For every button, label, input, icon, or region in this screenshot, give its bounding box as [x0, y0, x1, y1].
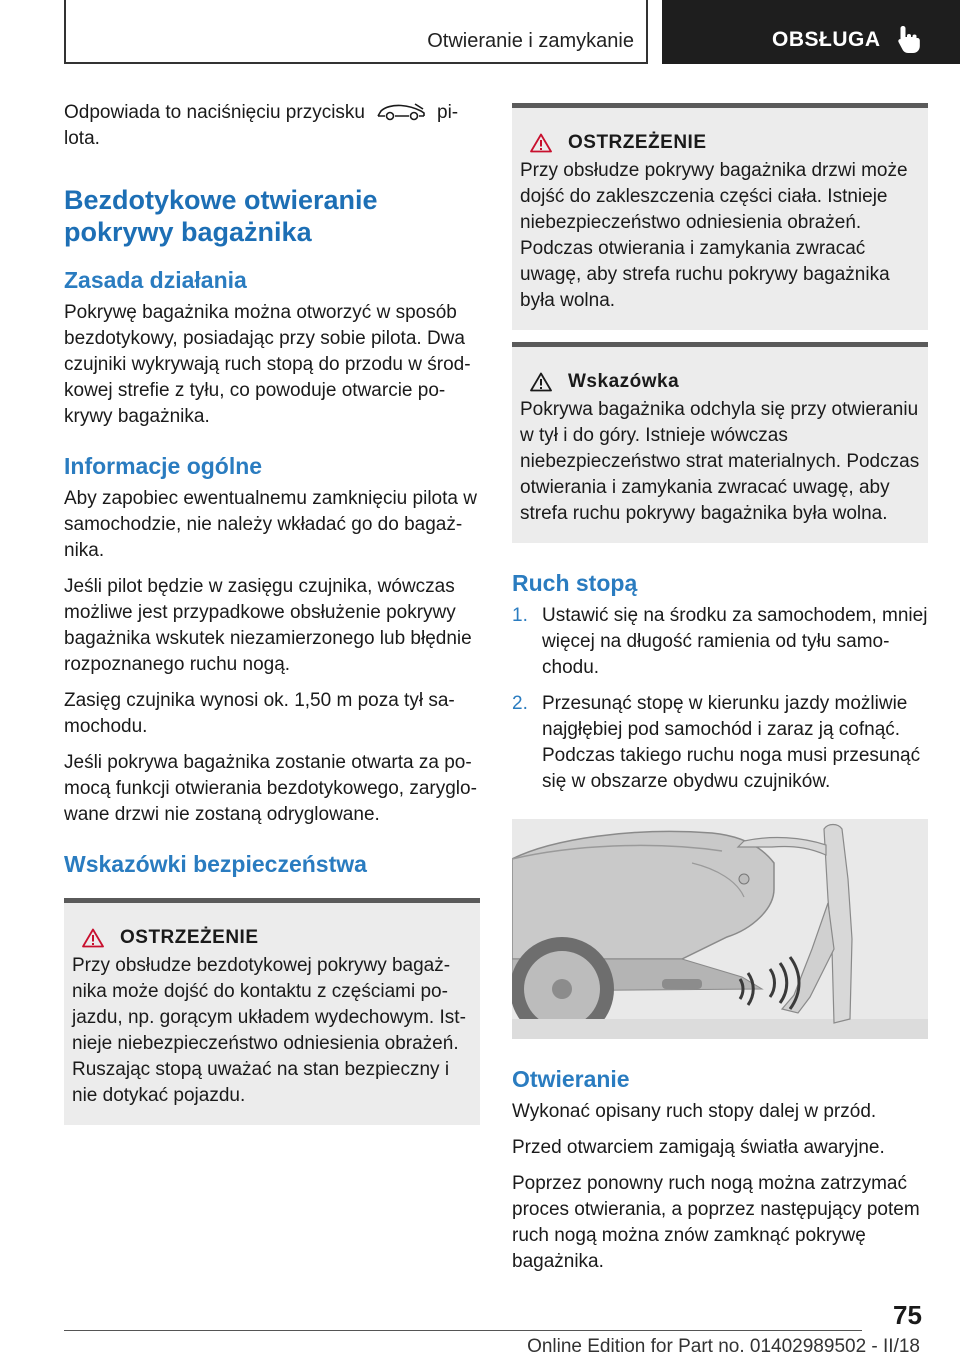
chapter-title: Otwieranie i zamykanie [427, 30, 634, 52]
list-item: 2. Przesunąć stopę w kierunku jazdy możliwie najgłębiej pod samochód i zaraz ją cofnąć. Podczas takiego ruchu noga musi przesunąć się w obszarze obydwu czujników. [512, 693, 921, 792]
warning-title: OSTRZEŻENIE [120, 927, 259, 948]
footer-divider [64, 1330, 862, 1331]
main-heading: Bezdotykowe otwieranie pokrywy bagażnika [64, 185, 378, 247]
warning-triangle-icon [82, 928, 104, 948]
heading-principle: Zasada działania [64, 267, 247, 293]
opening-paragraph-3: Poprzez ponowny ruch nogą można zatrzymać proces otwierania, a poprzez następujący potem ruch nogą można znów zamknąć pokrywę bagażnika. [512, 1173, 920, 1272]
opening-paragraph-1: Wykonać opisany ruch stopy dalej w przód. [512, 1101, 877, 1122]
warning-triangle-icon [530, 372, 552, 392]
left-column [64, 100, 480, 1125]
opening-paragraph-2: Przed otwarciem zamigają światła awaryjne. [512, 1137, 885, 1158]
general-paragraph-2: Jeśli pilot będzie w zasięgu czujnika, wówczas możliwe jest przypadkowe obsłużenie pokrywy bagażnika wskutek niezamierzonego lub błędnie rozpoznanego ruchu nogą. [64, 576, 472, 675]
header-chapter-box [64, 0, 648, 64]
warning-text: Przy obsłudze bezdotykowej pokrywy bagażnika może dojść do kontaktu z częściami pojazdu, np. gorącym układem wydechowym. Istnieje niebezpieczeństwo odniesienia obrażeń. Ruszając stopą uważać na stan bezpieczny i nie dotykać pojazdu. [72, 955, 466, 1106]
steps-list [512, 603, 928, 795]
note-box-damage [512, 342, 928, 543]
heading-general: Informacje ogólne [64, 453, 263, 479]
footer-edition: Online Edition for Part no. 01402989502 - II/18 [527, 1336, 920, 1357]
car-tailgate-icon [375, 101, 427, 121]
right-column [512, 103, 928, 1285]
warning-box-contact [64, 898, 480, 1125]
general-paragraph-3: Zasięg czujnika wynosi ok. 1,50 m poza tył samochodu. [64, 690, 455, 737]
warning-title: OSTRZEŻENIE [568, 132, 707, 153]
heading-safety: Wskazówki bezpieczeństwa [64, 851, 367, 877]
warning-triangle-icon [530, 133, 552, 153]
page-number: 75 [893, 1300, 922, 1330]
note-title: Wskazówka [568, 371, 680, 392]
foot-gesture-illustration [512, 819, 928, 1039]
list-item: 1. Ustawić się na środku za samochodem, mniej więcej na długość ramienia od tyłu samochodu. [512, 605, 928, 678]
heading-opening: Otwieranie [512, 1066, 630, 1092]
general-paragraph-1: Aby zapobiec ewentualnemu zamknięciu pilota w samochodzie, nie należy wkładać go do bagażnika. [64, 488, 477, 561]
warning-text: Przy obsłudze pokrywy bagażnika drzwi może dojść do zakleszczenia części ciała. Istnieje niebezpieczeństwo odniesienia obrażeń. Podczas otwierania i zamykania zwracać uwagę, aby strefa ruchu pokrywy bagażnika była wolna. [520, 160, 908, 311]
note-text: Pokrywa bagażnika odchyla się przy otwieraniu w tył i do góry. Istnieje wówczas niebezpieczeństwo strat materialnych. Podczas otwierania i zamykania zwracać uwagę, aby strefa ruchu pokrywy bagażnika była wolna. [520, 399, 920, 524]
intro-paragraph: Odpowiada to naciśnięciu przycisku pilota. [64, 102, 459, 149]
warning-box-pinch [512, 103, 928, 330]
general-paragraph-4: Jeśli pokrywa bagażnika zostanie otwarta za pomocą funkcji otwierania bezdotykowego, zaryglowane drzwi nie zostaną odryglowane. [64, 752, 477, 825]
pointing-hand-icon [896, 24, 924, 54]
header-section-box [662, 0, 960, 64]
heading-foot-motion: Ruch stopą [512, 570, 638, 596]
principle-paragraph: Pokrywę bagażnika można otworzyć w sposób bezdotykowy, posiadając przy sobie pilota. Dwa czujniki wykrywają ruch stopą do przodu w środkowej strefie z tyłu, co powoduje otwarcie pokrywy bagażnika. [64, 302, 471, 427]
section-title: OBSŁUGA [772, 28, 881, 51]
